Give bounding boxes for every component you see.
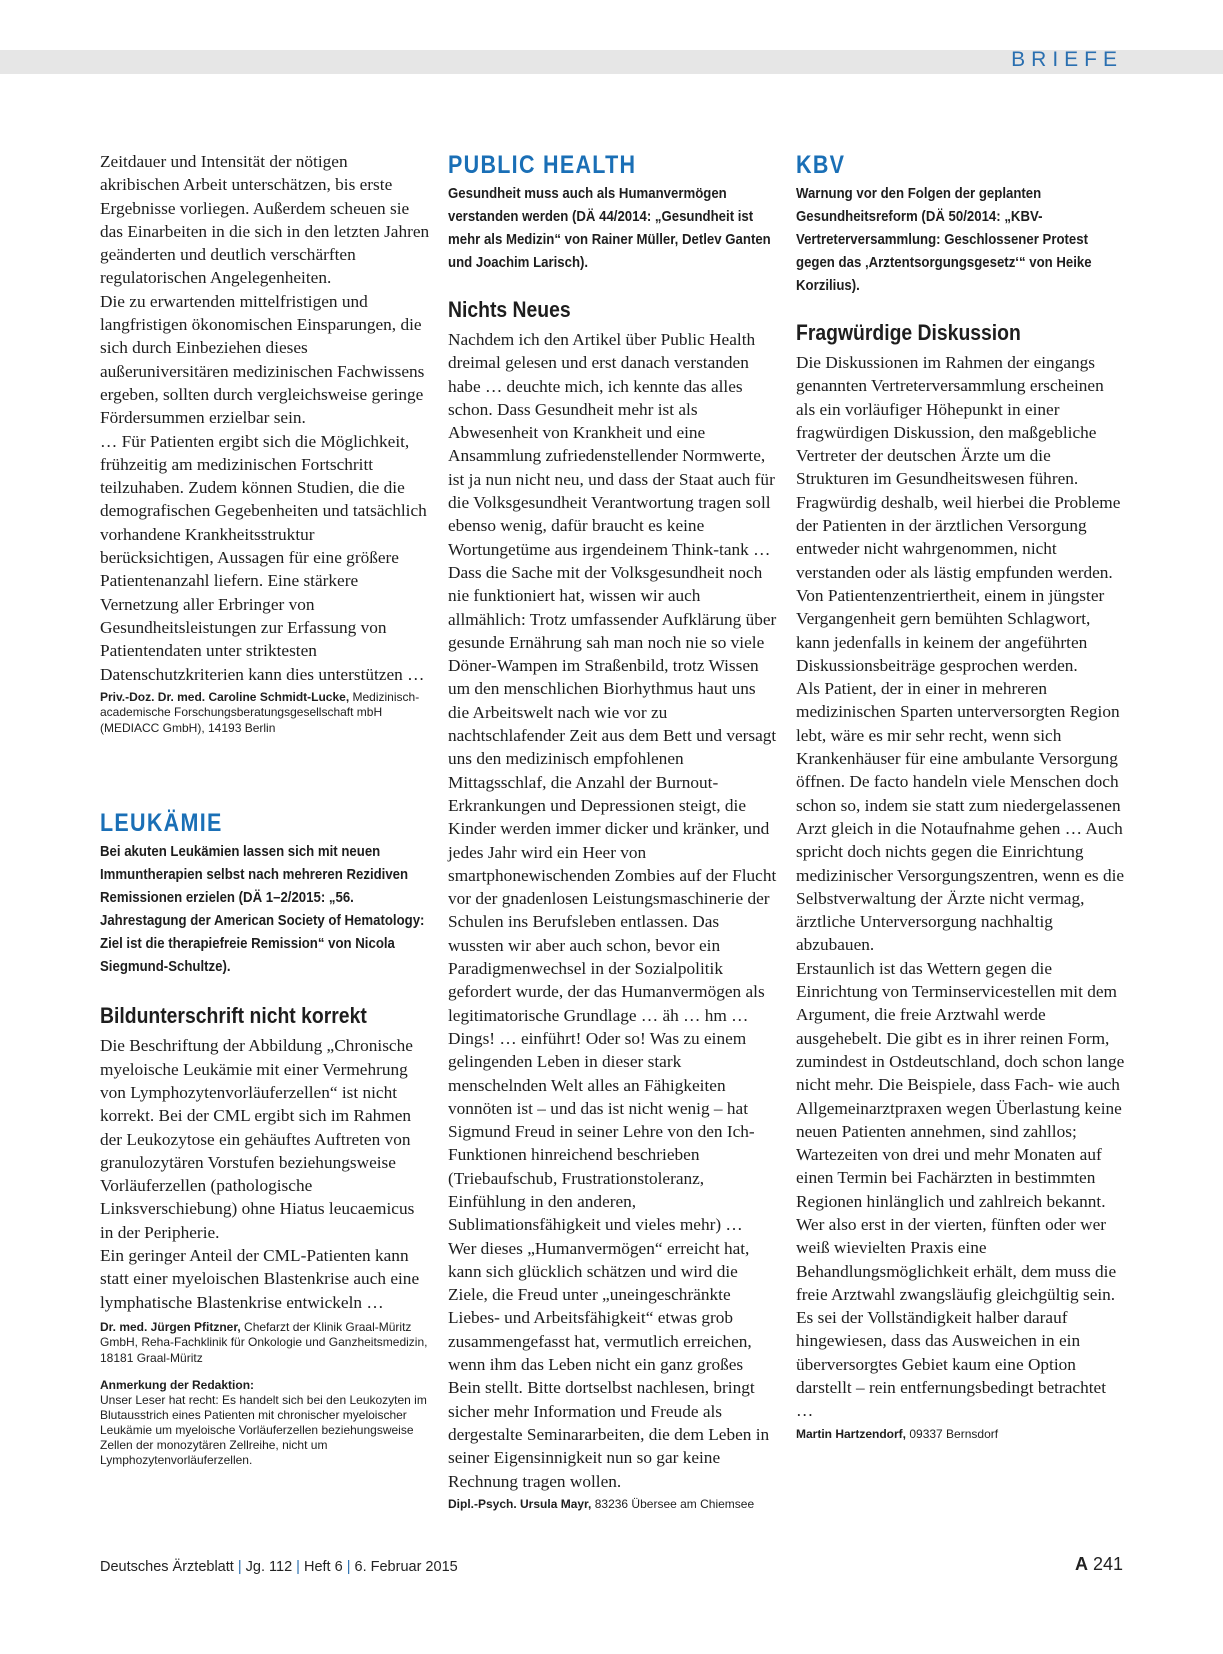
letter-signature: [448, 1497, 778, 1513]
letter-heading: Bildunterschrift nicht korrekt: [100, 1003, 367, 1029]
signature-affiliation: 09337 Bernsdorf: [906, 1426, 999, 1441]
signature-affiliation: Medizinisch-academische Forschungsberatungsgesellschaft mbH (MEDIACC GmbH), 14193 Berlin: [100, 689, 420, 735]
signature-name: Dipl.-Psych. Ursula Mayr,: [448, 1496, 592, 1511]
letter-paragraph: Die Beschriftung der Abbildung „Chronische myeloische Leukämie mit einer Vermehrung von Lymphozytenvorläuferzellen“ ist nicht korrekt. Bei der CML ergibt sich im Rahmen der Leukozytose ein gehäuftes Auftreten von granulozytären Vorstufen beziehungsweise Vorläuferzellen (pathologische Linksverschiebung) ohne Hiatus leucaemicus in der Peripherie.: [100, 1036, 415, 1242]
footer-separator: |: [237, 1559, 242, 1575]
topic-title: KBV: [796, 151, 846, 179]
section-label: BRIEFE: [1011, 48, 1123, 71]
topic-subtitle: Gesundheit muss auch als Humanvermögen verstanden werden (DÄ 44/2014: „Gesundheit ist mehr als Medizin“ von Rainer Müller, Detlev Ganten und Joachim Larisch).: [448, 185, 771, 271]
letter-signature: [796, 1427, 1126, 1443]
topic-title: PUBLIC HEALTH: [448, 151, 637, 179]
column-3: [796, 150, 1126, 1442]
column-1: [100, 150, 430, 1468]
letter-heading: Fragwürdige Diskussion: [796, 320, 1021, 345]
editor-note-heading: Anmerkung der Redaktion:: [100, 1378, 255, 1393]
page-number: [1075, 1554, 1123, 1575]
topic-title: LEUKÄMIE: [100, 809, 223, 838]
letter-paragraph: … Für Patienten ergibt sich die Möglichkeit, frühzeitig am medizinischen Fortschritt teilzuhaben. Zudem können Studien, die die demografischen Gegebenheiten und tatsächlich vorhandene Krankheitsstruktur berücksichtigen, Aussagen für eine größere Patientenanzahl liefern. Eine stärkere Vernetzung aller Erbringer von Gesundheitsleistungen zur Erfassung von Patientendaten unter striktesten Datenschutzkriterien kann dies unterstützen …: [100, 431, 427, 684]
signature-name: Martin Hartzendorf,: [796, 1426, 907, 1441]
signature-affiliation: 83236 Übersee am Chiemsee: [591, 1496, 755, 1511]
letter-heading: Nichts Neues: [448, 297, 571, 322]
signature-name: Priv.-Doz. Dr. med. Caroline Schmidt-Lucke,: [100, 689, 350, 704]
letter-paragraph: Die zu erwartenden mittelfristigen und langfristigen ökonomischen Einsparungen, die sich durch Einbeziehen dieses außeruniversitären medizinischen Fachwissens ergeben, sollten durch vergleichsweise geringe Fördersummen erzielbar sein.: [100, 291, 425, 428]
footer-separator: |: [296, 1559, 300, 1575]
letter-paragraph: Nachdem ich den Artikel über Public Health dreimal gelesen und erst danach verstanden habe … deuchte mich, ich kennte das alles schon. Dass Gesundheit mehr ist als Abwesenheit von Krankheit und eine Ansammlung zufriedenstellender Normwerte, ist ja nun nicht neu, und dass der Staat auch für die Volksgesundheit Verantwortung tragen soll ebenso wenig, dafür braucht es keine Wortungetüme aus irgendeinem Think-tank …: [448, 330, 775, 559]
letter-paragraph: Die Diskussionen im Rahmen der eingangs genannten Vertreterversammlung erscheinen als ein vorläufiger Höhepunkt in einer fragwürdigen Diskussion, den maßgebliche Vertreter der deutschen Ärzte um die Strukturen im Gesundheitswesen führen. Fragwürdig deshalb, weil hierbei die Probleme der Patienten in der ärztlichen Versorgung entweder nicht wahrgenommen, nicht verstanden oder als lästig empfunden werden. Von Patientenzentriertheit, einem in jüngster Vergangenheit gern bemühten Schlagwort, kann jedenfalls in keinem der angeführten Diskussionsbeiträge gesprochen werden.: [796, 353, 1121, 675]
letter-paragraph: Als Patient, der in einer in mehreren medizinischen Sparten unterversorgten Region lebt, wäre es mir sehr recht, wenn sich Krankenhäuser für eine ambulante Versorgung öffnen. De facto handeln viele Menschen doch schon so, indem sie statt zum niedergelassenen Arzt gleich in die Notaufnahme gehen … Auch spricht doch nichts gegen die Einrichtung medizinischer Versorgungszentren, wenn es die Selbstverwaltung der Ärzte nicht vermag, ärztliche Unterversorgung nachhaltig abzubauen.: [796, 679, 1125, 955]
signature-name: Dr. med. Jürgen Pfitzner,: [100, 1319, 241, 1334]
page-footer: [100, 1559, 458, 1575]
page-number-value: 241: [1092, 1554, 1123, 1574]
editor-note-text: Unser Leser hat recht: Es handelt sich bei den Leukozyten im Blutausstrich eines Patienten mit chronischer myeloischer Leukämie um myeloische Vorläuferzellen beziehungsweise Zellen der monozytären Zellreihe, nicht um Lymphozytenvorläuferzellen.: [100, 1393, 427, 1468]
letter-paragraph: Ein geringer Anteil der CML-Patienten kann statt einer myeloischen Blastenkrise auch eine lymphatische Blastenkrise entwickeln …: [100, 1246, 420, 1312]
column-2: [448, 150, 778, 1512]
letter-paragraph: Erstaunlich ist das Wettern gegen die Einrichtung von Terminservicestellen mit dem Argument, die freie Arztwahl werde ausgehebelt. Die gibt es in ihrer reinen Form, zumindest in Ostdeutschland, doch schon lange nicht mehr. Die Beispiele, dass Fach- wie auch Allgemeinarztpraxen wegen Überlastung keine neuen Patienten annehmen, sind zahllos; Wartezeiten von drei und mehr Monaten auf einen Termin bei Fachärzten in bestimmten Regionen hinlänglich und zahlreich bekannt. Wer also erst in der vierten, fünften oder wer weiß wievielten Praxis eine Behandlungsmöglichkeit erhält, dem muss die freie Arztwahl zwangsläufig gleichgültig sein. Es sei der Vollständigkeit halber darauf hingewiesen, dass das Ausweichen in ein überversorgtes Gebiet kaum eine Option darstellt – rein entfernungsbedingt betrachtet …: [796, 958, 1125, 1421]
page-prefix: A: [1074, 1554, 1088, 1574]
letter-paragraph: Dass die Sache mit der Volksgesundheit noch nie funktioniert hat, wissen wir auch allmählich: Trotz umfassender Aufklärung über gesunde Ernährung sah man noch nie so viele Döner-Wampen im Straßenbild, trotz Wissen um den menschlichen Biorhythmus haut uns die Arbeitswelt nach wie vor zu nachtschlafender Zeit aus dem Bett und versagt uns den medizinisch empfohlenen Mittagsschlaf, die Anzahl der Burnout-Erkrankungen und Depressionen steigt, die Kinder werden immer dicker und kränker, und jedes Jahr wird ein Heer von smartphonewischenden Zombies auf der Flucht vor der gnadenlosen Leistungsmaschinerie der Schulen ins Berufsleben entlassen. Das wussten wir aber auch schon, bevor ein Paradigmenwechsel in der Sozialpolitik gefordert wurde, der das Humanvermögen als legitimatorische Grundlage … äh … hm … Dings! … einführt! Oder so! Was zu einem gelingenden Leben in dieser stark menschelnden Welt alles an Fähigkeiten vonnöten ist – und das ist nicht wenig – hat Sigmund Freud in seiner Lehre von den Ich-Funktionen hinreichend beschrieben (Triebaufschub, Frustrationstoleranz, Einfühlung in den anderen, Sublimationsfähigkeit und vieles mehr) …: [448, 562, 777, 1235]
journal-name: Deutsches Ärzteblatt: [100, 1559, 234, 1575]
footer-separator: |: [346, 1559, 351, 1575]
letter-signature: [100, 1320, 430, 1367]
letter-continuation: Zeitdauer und Intensität der nötigen akribischen Arbeit unterschätzen, bis erste Ergebnisse vorliegen. Außerdem scheuen sie das Einarbeiten in die sich in den letzten Jahren geänderten und deutlich verschärften regulatorischen Angelegenheiten.: [100, 152, 430, 288]
letter-signature: [100, 690, 430, 737]
topic-subtitle: Warnung vor den Folgen der geplanten Gesundheitsreform (DÄ 50/2014: „KBV-Vertreterversammlung: Geschlossener Protest gegen das ‚Arztentsorgungsgesetz‘“ von Heike Korzilius).: [796, 185, 1092, 294]
topic-subtitle: Bei akuten Leukämien lassen sich mit neuen Immuntherapien selbst nach mehreren Rezidiven Remissionen erzielen (DÄ 1–2/2015: „56. Jahrestagung der American Society of Hematology: Ziel ist die therapiefreie Remission“ von Nicola Siegmund-Schultze).: [100, 843, 425, 976]
issue: Heft 6: [303, 1559, 343, 1575]
issue-date: 6. Februar 2015: [354, 1559, 458, 1575]
signature-affiliation: Chefarzt der Klinik Graal-Müritz GmbH, Reha-Fachklinik für Onkologie und Ganzheitsmedizin, 18181 Graal-Müritz: [100, 1319, 428, 1365]
volume: Jg. 112: [245, 1559, 293, 1575]
letter-paragraph: Wer dieses „Humanvermögen“ erreicht hat, kann sich glücklich schätzen und wird die Ziele, die Freud unter „uneingeschränkte Liebes- und Arbeitsfähigkeit“ etwas grob zusammengefasst hat, vermutlich erreichen, wenn ihm das Leben nicht ein ganz großes Bein stellt. Bitte dortselbst nachlesen, bringt sicher mehr Information und Freude als dergestalte Seminararbeiten, die dem Leben in seiner Eigensinnigkeit nun so gar keine Rechnung tragen wollen.: [448, 1238, 770, 1491]
